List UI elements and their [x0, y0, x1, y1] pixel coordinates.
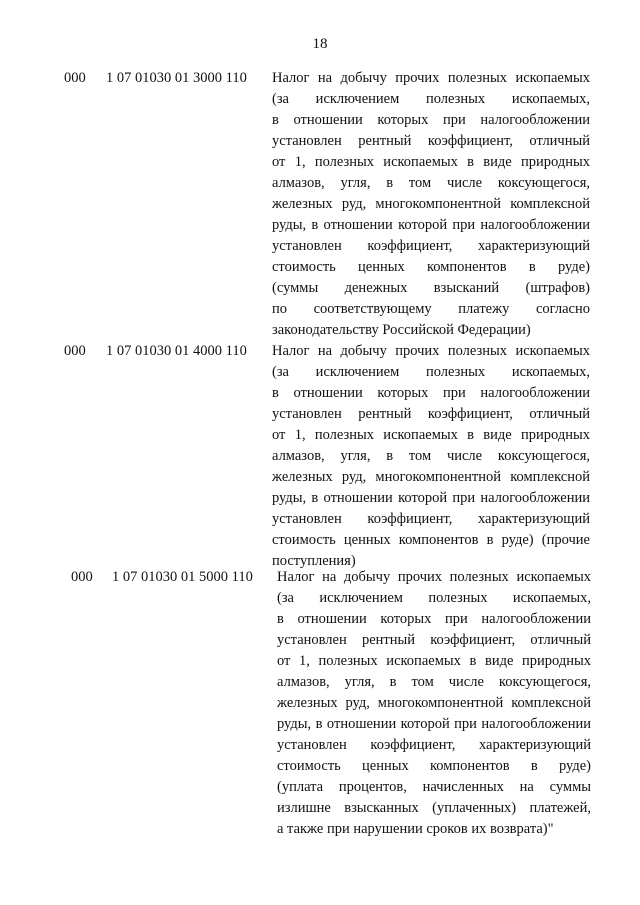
- description-line: от 1, полезных ископаемых в виде природных: [277, 653, 591, 669]
- description-line: стоимость ценных компонентов в руде) (прочие: [272, 532, 590, 548]
- description-line: руды, в отношении которой при налогообложении: [277, 716, 591, 732]
- description-line: Налог на добычу прочих полезных ископаемых: [272, 343, 590, 359]
- description-line: в отношении которых при налогообложении: [272, 385, 590, 401]
- description-line: (за исключением полезных ископаемых,: [277, 590, 591, 606]
- page-number: 18: [312, 36, 328, 52]
- description-line: железных руд, многокомпонентной комплексной: [277, 695, 591, 711]
- description-line: (за исключением полезных ископаемых,: [272, 364, 590, 380]
- description-line: в отношении которых при налогообложении: [272, 112, 590, 128]
- description-line: Налог на добычу прочих полезных ископаемых: [272, 70, 590, 86]
- description-line: установлен рентный коэффициент, отличный: [272, 133, 590, 149]
- description-line: Налог на добычу прочих полезных ископаемых: [277, 569, 591, 585]
- description-line: алмазов, угля, в том числе коксующегося,: [272, 448, 590, 464]
- description-line: стоимость ценных компонентов в руде): [277, 758, 591, 774]
- budget-classification-code: 1 07 01030 01 5000 110: [112, 569, 253, 585]
- description-line: установлен рентный коэффициент, отличный: [272, 406, 590, 422]
- description-line: установлен рентный коэффициент, отличный: [277, 632, 591, 648]
- description-line: железных руд, многокомпонентной комплексной: [272, 469, 590, 485]
- description-line: (за исключением полезных ископаемых,: [272, 91, 590, 107]
- description-line: руды, в отношении которой при налогообложении: [272, 217, 590, 233]
- description-line: излишне взысканных (уплаченных) платежей,: [277, 800, 591, 816]
- description-line: от 1, полезных ископаемых в виде природных: [272, 427, 590, 443]
- administrator-code: 000: [71, 569, 93, 585]
- description-line: законодательству Российской Федерации): [272, 322, 531, 338]
- budget-classification-code: 1 07 01030 01 3000 110: [106, 70, 247, 86]
- description-line: в отношении которых при налогообложении: [277, 611, 591, 627]
- administrator-code: 000: [64, 343, 86, 359]
- description-line: установлен коэффициент, характеризующий: [272, 238, 590, 254]
- description-line: (суммы денежных взысканий (штрафов): [272, 280, 590, 296]
- description-line: по соответствующему платежу согласно: [272, 301, 590, 317]
- budget-classification-code: 1 07 01030 01 4000 110: [106, 343, 247, 359]
- description-line: а также при нарушении сроков их возврата)": [277, 821, 554, 837]
- description-line: (уплата процентов, начисленных на суммы: [277, 779, 591, 795]
- description-line: алмазов, угля, в том числе коксующегося,: [272, 175, 590, 191]
- administrator-code: 000: [64, 70, 86, 86]
- description-line: руды, в отношении которой при налогообложении: [272, 490, 590, 506]
- description-line: железных руд, многокомпонентной комплексной: [272, 196, 590, 212]
- description-line: от 1, полезных ископаемых в виде природных: [272, 154, 590, 170]
- description-line: установлен коэффициент, характеризующий: [277, 737, 591, 753]
- description-line: установлен коэффициент, характеризующий: [272, 511, 590, 527]
- income-description: [277, 567, 591, 840]
- income-description: [272, 341, 590, 572]
- description-line: поступления): [272, 553, 356, 569]
- description-line: алмазов, угля, в том числе коксующегося,: [277, 674, 591, 690]
- description-line: стоимость ценных компонентов в руде): [272, 259, 590, 275]
- income-description: [272, 68, 590, 341]
